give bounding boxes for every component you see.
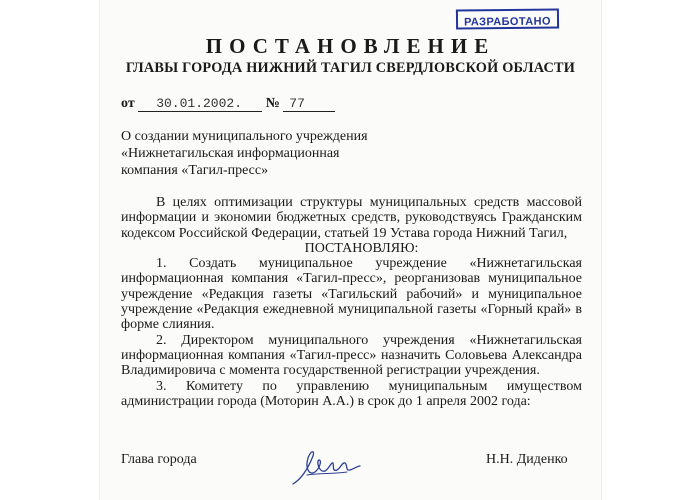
approval-stamp: РАЗРАБОТАНО: [456, 8, 559, 29]
date-number-row: [121, 96, 335, 112]
clause-1: 1. Создать муниципальное учреждение «Нижнетагильская информационная компания «Тагил-пресс», реорганизовав муниципальное учреждение «Редакция газеты «Тагильский рабочий» и муниципальное учреждение «Редакция ежедневной муниципальной газеты «Горный край» в форме слияния.: [121, 256, 582, 333]
signatory-position: Глава города: [121, 452, 197, 467]
decree-heading: ПОСТАНОВЛЯЮ:: [304, 240, 419, 256]
clause-3: 3. Комитету по управлению муниципальным имуществом администрации города (Моторин А.А.) в срок до 1 апреля 2002 года:: [121, 378, 582, 409]
signatory-name: Н.Н. Диденко: [486, 452, 568, 467]
handwritten-signature: [289, 444, 369, 488]
document-subtitle: ГЛАВЫ ГОРОДА НИЖНИЙ ТАГИЛ СВЕРДЛОВСКОЙ ОБЛАСТИ: [125, 60, 576, 76]
number-prefix: №: [265, 96, 280, 111]
document-body: [121, 195, 582, 409]
document-subject: О создании муниципального учреждения «Нижнетагильская информационная компания «Тагил-пресс»: [121, 129, 368, 178]
document-number: 77: [283, 96, 335, 112]
preamble-paragraph: В целях оптимизации структуры муниципальных средств массовой информации и экономии бюджетных средств, руководствуясь Гражданским кодексом Российской Федерации, статьей 19 Устава города Нижний Тагил,: [121, 195, 582, 241]
document-date: 30.01.2002.: [138, 96, 262, 112]
date-prefix: от: [121, 96, 135, 111]
clause-2: 2. Директором муниципального учреждения «Нижнетагильская информационная компания «Тагил-пресс» назначить Соловьева Александра Владимировича с момента государственной регистрации учреждения.: [121, 332, 582, 379]
document-title: ПОСТАНОВЛЕНИЕ: [205, 34, 496, 58]
